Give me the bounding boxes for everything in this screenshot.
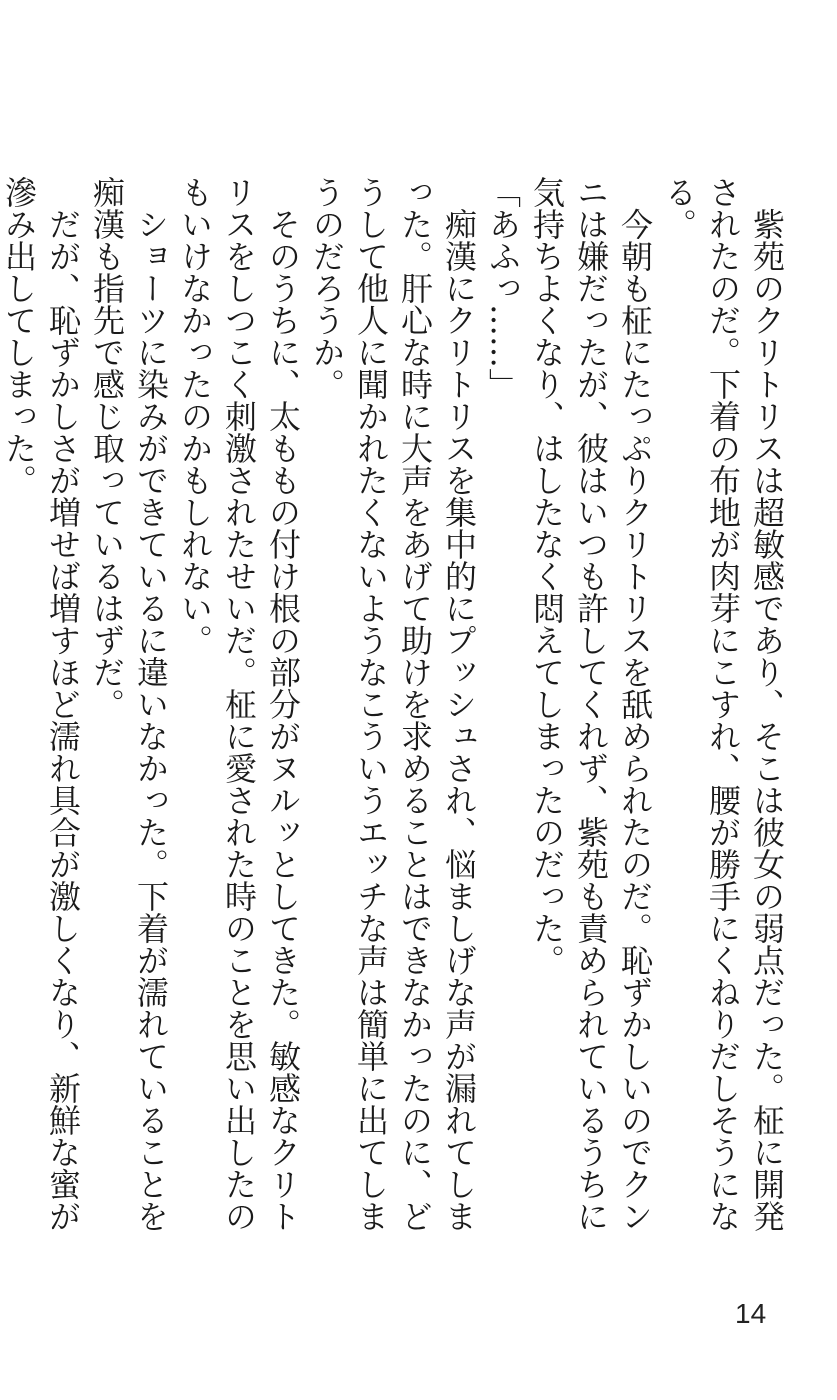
paragraph-2: 今朝も柾にたっぷりクリトリスを舐められたのだ。恥ずかしいのでクンニは嫌だったが、彼はいつも許してくれず、紫苑も責められているうちに気持ちよくなり、はしたなく悶えてしまったのだった。: [528, 176, 654, 1232]
paragraph-1: 紫苑のクリトリスは超敏感であり、そこは彼女の弱点だった。柾に開発されたのだ。下着の布地が肉芽にこすれ、腰が勝手にくねりだしそうになる。: [660, 176, 786, 1232]
page-number: 14: [735, 1298, 767, 1329]
paragraph-7: だが、恥ずかしさが増せば増すほど濡れ具合が激しくなり、新鮮な蜜が滲み出してしまった。: [0, 176, 82, 1232]
paragraph-3-dialogue: 「あふっ……」: [484, 176, 522, 400]
paragraph-5: そのうちに、太ももの付け根の部分がヌルッとしてきた。敏感なクリトリスをしつこく刺激されたせいだ。柾に愛された時のことを思い出したのもいけなかったのかもしれない。: [176, 176, 302, 1232]
vertical-text-body: [0, 176, 789, 1246]
paragraph-4: 痴漢にクリトリスを集中的にプッシュされ、悩ましげな声が漏れてしまった。肝心な時に大声をあげて助けを求めることはできなかったのに、どうして他人に聞かれたくないようなこういうエッチな声は簡単に出てしまうのだろうか。: [308, 176, 478, 1232]
paragraph-6: ショーツに染みができているに違いなかった。下着が濡れていることを痴漢も指先で感じ取っているはずだ。: [88, 176, 170, 1232]
